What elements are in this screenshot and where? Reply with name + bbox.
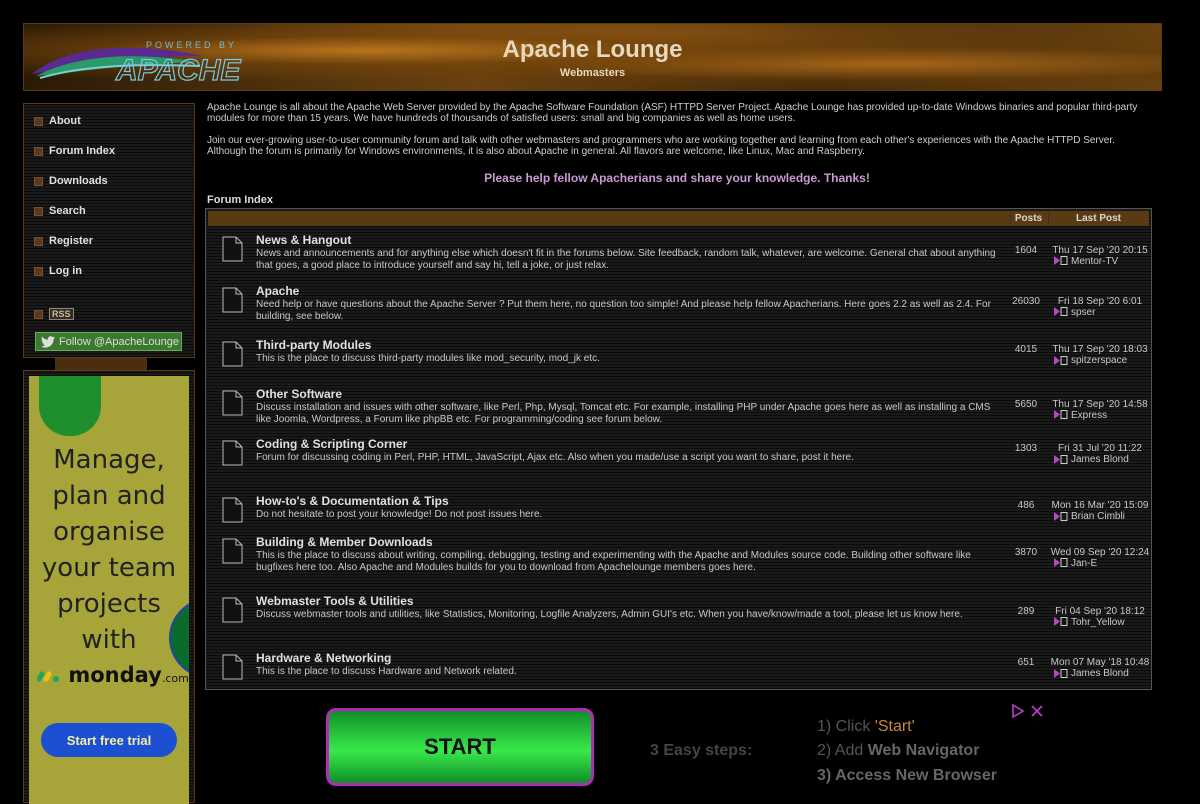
sidebar-item-forum-index[interactable] [34,142,115,160]
forum-folder-icon [222,440,243,466]
ad-step-text: 1) Click [817,718,875,735]
forum-posts-count: 486 [1017,500,1035,511]
view-latest-post-icon[interactable] [1054,256,1068,265]
last-post-date: Mon 16 Mar '20 15:09 [1051,500,1149,511]
ad-headline: Manage, plan and organise your team projects with [41,445,177,655]
monday-logo [37,663,189,687]
twitter-bird-icon [41,336,55,348]
site-title: Apache Lounge [502,36,683,63]
ad-step-text: 3) Access New Browser [817,767,997,784]
forum-folder-icon [222,597,243,623]
last-post-username: Tohr_Yellow [1071,616,1125,628]
logo-apache-text: APACHE [116,54,241,84]
forum-posts-count: 4015 [1014,344,1038,355]
ad-step-highlight: Web Navigator [867,742,980,759]
bullet-icon [34,310,43,319]
bottom-advertisement[interactable] [320,700,1050,795]
ad-step-text: 2) Add [817,742,868,759]
view-latest-post-icon[interactable] [1054,356,1068,365]
monday-mark-icon [37,669,61,683]
sidebar-item-label: Forum Index [49,145,116,157]
forum-title-link[interactable]: Third-party Modules [256,338,372,352]
view-latest-post-icon[interactable] [1054,455,1068,464]
view-latest-post-icon[interactable] [1054,410,1068,419]
last-post-username: James Blond [1071,668,1129,679]
last-post-username: James Blond [1071,454,1129,465]
view-latest-post-icon[interactable] [1054,558,1068,567]
ad-brand-name: monday [68,663,162,687]
ad-step-3 [817,767,997,785]
last-post-date: Thu 17 Sep '20 18:03 [1052,344,1148,355]
forum-folder-icon [222,497,243,523]
forum-description: Discuss webmaster tools and utilities, like Statistics, Monitoring, Logfile Analyzers, Admin GUI's etc. When you have/know/made a tool, please let us know here. [256,609,963,620]
forum-title-link[interactable]: How-to's & Documentation & Tips [256,494,449,508]
forum-title-link[interactable]: Coding & Scripting Corner [256,437,408,451]
forum-title-link[interactable]: Other Software [256,387,343,401]
forum-description: News and announcements and for anything else which doesn't fit in the forums below. Site feedback, random talk, whatever, are welcome. General chat about anything that goes, a good place to introduce yourself and say hi, tell a joke, or just relax. [256,248,996,271]
ad-banner[interactable] [29,376,189,804]
last-post-author[interactable] [1050,617,1150,628]
ad-step-1 [817,718,915,736]
last-post-date: Fri 31 Jul '20 11:22 [1058,443,1142,454]
forum-posts-count: 3870 [1014,546,1038,558]
last-post-author[interactable] [1050,355,1150,366]
forum-description: Discuss installation and issues with other software, like Perl, Php, Mysql, Tomcat etc. For example, installing PHP under Apache goes here as well as installing a CMS like Joomla, Wordpress, a Forum like phpBB etc. For programming/coding see forum below. [256,402,991,425]
sidebar-item-search[interactable] [34,202,86,220]
intro-text [207,102,1152,168]
forum-title-link[interactable]: News & Hangout [256,233,352,247]
ad-brand-suffix: .com [161,672,189,685]
last-post-date: Mon 07 May '18 10:48 [1050,657,1150,668]
sidebar-item-login[interactable] [34,262,82,280]
intro-paragraph: Apache Lounge is all about the Apache Web Server provided by the Apache Software Foundation (ASF) HTTPD Server Project. Apache Lounge has provided up-to-date Windows binaries and popular third-party modules for more than 15 years. We have hundreds of thousands of satisfied users: small and big companies as well as home users. [207,102,1138,124]
forum-posts-count: 651 [1017,657,1035,668]
sidebar-item-label: Search [49,205,86,217]
last-post-author[interactable] [1050,256,1150,267]
forum-posts-count: 1604 [1014,244,1038,256]
bullet-icon [34,207,43,216]
bullet-icon [34,117,43,126]
forum-folder-icon [222,390,243,416]
last-post-author[interactable] [1050,410,1150,421]
last-post-username: spser [1071,306,1096,318]
ad-start-button[interactable]: START [326,708,594,786]
forum-title-link[interactable]: Webmaster Tools & Utilities [256,594,414,608]
last-post-username: Jan-E [1071,557,1098,569]
ad-decoration [39,376,101,436]
bullet-icon [34,267,43,276]
sidebar-item-register[interactable] [34,232,93,250]
forum-table [205,208,1152,690]
site-header [23,23,1162,91]
sidebar-item-label: About [49,115,81,127]
forum-description: Need help or have questions about the Apache Server ? Put them here, no question too simple! And please help fellow Apacherians. Here goes 2.2 as well as 2.4. For building, see below. [256,299,991,322]
ad-step-2 [817,742,979,760]
sidebar-item-label: Downloads [49,175,108,187]
ad-step-highlight: 'Start' [874,718,915,735]
bullet-icon [34,147,43,156]
forum-posts-count: 1303 [1014,443,1038,454]
last-post-date: Fri 18 Sep '20 6:01 [1057,295,1143,307]
last-post-username: Mentor-TV [1071,255,1119,267]
last-post-username: spitzerspace [1071,355,1128,366]
forum-folder-icon [222,341,243,367]
view-latest-post-icon[interactable] [1054,512,1068,521]
sidebar-divider [55,358,147,370]
forum-description: This is the place to discuss about writing, compiling, debugging, testing and experimenting with the Apache and Modules source code. Building other software like bugfixes here too. Also Apache and Modules builds for you to download from Apachelounge members goes here. [256,550,971,573]
last-post-date: Wed 09 Sep '20 12:24 [1050,546,1150,558]
last-post-author[interactable] [1050,454,1150,465]
side-advertisement[interactable] [23,370,195,803]
last-post-author[interactable] [1050,511,1150,522]
sidebar-item-label: Log in [49,265,82,277]
forum-title-link[interactable]: Building & Member Downloads [256,535,433,549]
forum-folder-icon [222,538,243,564]
forum-folder-icon [222,236,243,262]
forum-description: Forum for discussing coding in Perl, PHP, HTML, JavaScript, Ajax etc. Also when you made/use a script you want to share, post it here. [256,452,854,463]
forum-folder-icon [222,287,243,313]
view-latest-post-icon[interactable] [1054,617,1068,626]
bullet-icon [34,237,43,246]
last-post-username: Express [1071,409,1108,421]
last-post-author[interactable] [1050,558,1150,569]
view-latest-post-icon[interactable] [1054,307,1068,316]
start-free-trial-button[interactable]: Start free trial [41,723,177,757]
last-post-author[interactable] [1050,307,1150,318]
ad-choices-icon[interactable] [1010,703,1046,719]
last-post-author[interactable] [1050,668,1150,679]
view-latest-post-icon[interactable] [1054,669,1068,678]
help-call-to-action: Please help fellow Apacherians and share your knowledge. Thanks! [484,171,870,185]
forum-description: Do not hesitate to post your knowledge! Do not post issues here. [256,509,543,520]
forum-description: This is the place to discuss third-party modules like mod_security, mod_jk etc. [256,353,600,364]
forum-title-link[interactable]: Apache [256,284,300,298]
column-header-last-post: Last Post [1048,213,1148,224]
last-post-date: Fri 04 Sep '20 18:12 [1055,605,1145,617]
ad-easy-steps: 3 Easy steps: [650,742,753,759]
forum-title-link[interactable]: Hardware & Networking [256,651,392,665]
sidebar [23,103,195,358]
sidebar-item-about[interactable] [34,112,81,130]
table-header [208,211,1149,226]
logo-powered-by-text: POWERED BY [146,40,238,50]
last-post-date: Thu 17 Sep '20 14:58 [1052,398,1148,410]
twitter-follow-button[interactable] [35,332,182,351]
forum-index-heading[interactable]: Forum Index [207,194,274,206]
forum-posts-count: 289 [1017,605,1035,617]
last-post-username: Brian Cimbli [1071,511,1125,522]
forum-description: This is the place to discuss Hardware and Network related. [256,666,517,677]
intro-paragraph: Join our ever-growing user-to-user community forum and talk with other webmasters and programmers who are working together and learning from each other's experiences with the Apache HTTPD Server. Although the forum is primarily for Windows environments, it is also about Apache in general. All flavors are welcome, like Linux, Mac and Raspberry. [207,135,1115,157]
forum-folder-icon [222,654,243,680]
sidebar-item-rss[interactable] [34,305,74,323]
forum-posts-count: 5650 [1014,398,1038,410]
forum-posts-count: 26030 [1012,295,1040,307]
bullet-icon [34,177,43,186]
site-subtitle: Webmasters [559,67,626,79]
sidebar-item-label: Register [49,235,94,247]
rss-badge: RSS [49,308,74,320]
sidebar-item-downloads[interactable] [34,172,108,190]
column-header-posts: Posts [1010,213,1046,224]
follow-label: Follow @ApacheLounge [59,335,180,348]
last-post-date: Thu 17 Sep '20 20:15 [1052,244,1148,256]
